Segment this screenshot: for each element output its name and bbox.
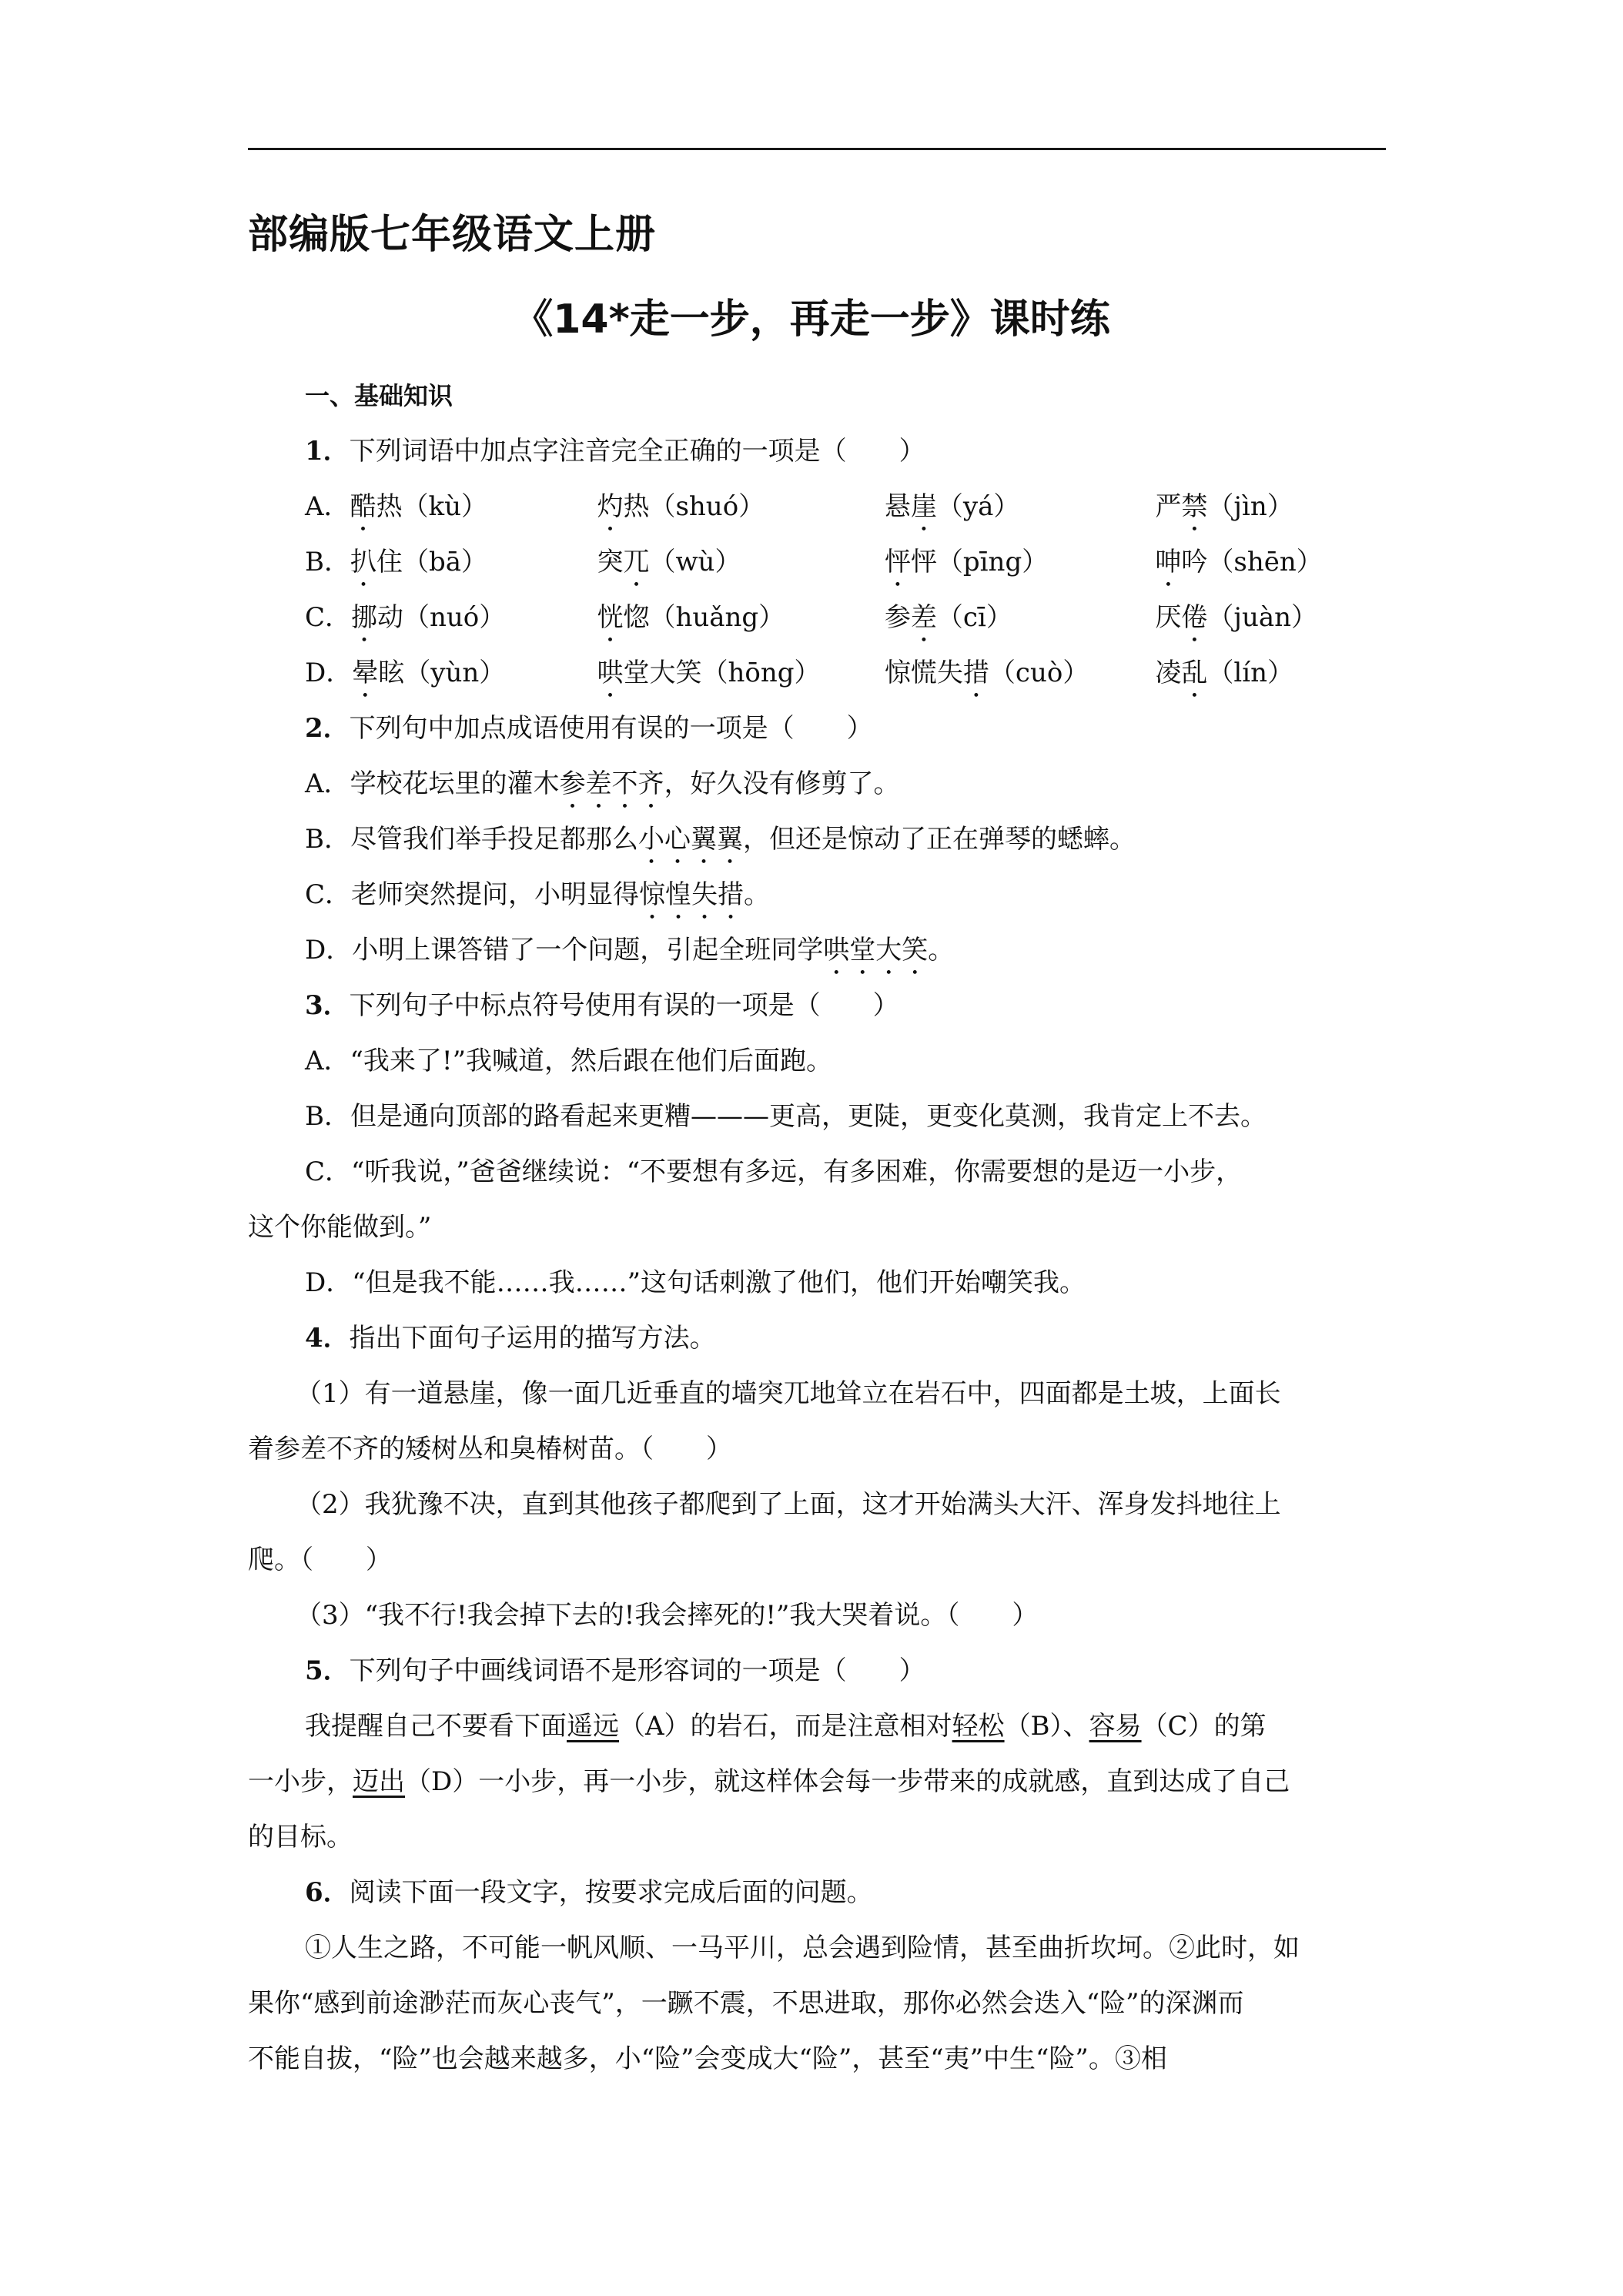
option-cell: 参差（cī） — [884, 602, 1012, 633]
underlined-word: 轻松 — [952, 1711, 1005, 1742]
q3-option-b: B．但是通向顶部的路看起来更糟———更高，更陡，更变化莫测，我肯定上不去。 — [305, 1101, 1267, 1132]
q2-option-a: A．学校花坛里的灌木参差不齐，好久没有修剪了。 — [305, 768, 900, 799]
q3-option-d: D．“但是我不能……我……”这句话刺激了他们，他们开始嘲笑我。 — [305, 1267, 1086, 1298]
option-cell: 灼热（shuó） — [597, 491, 765, 522]
question-number: 1． — [305, 436, 350, 467]
question-number: 2． — [305, 713, 350, 744]
dotted-char: 哄 — [597, 658, 624, 688]
question-5 — [248, 1643, 1386, 1699]
dotted-char: 乱 — [1181, 658, 1208, 688]
q2-option-c: C．老师突然提问，小明显得惊惶失措。 — [305, 879, 771, 910]
q1-option-d — [248, 645, 1386, 701]
dotted-idiom: 惊惶失措 — [639, 879, 745, 910]
option-cell: 怦怦（pīng） — [884, 547, 1049, 577]
dotted-char: 呻 — [1155, 547, 1182, 577]
underlined-word: 遥远 — [567, 1711, 619, 1742]
option-cell: 严禁（jìn） — [1155, 491, 1293, 522]
q6-passage-line-2: 果你“感到前途渺茫而灰心丧气”，一蹶不震，不思进取，那你必然会迭入“险”的深渊而 — [248, 1988, 1244, 2019]
q4-sentence-1-continued: 着参差不齐的矮树丛和臭椿树苗。（ ） — [248, 1434, 732, 1464]
dotted-idiom: 参差不齐 — [559, 768, 664, 799]
q5-passage-line-2: 一小步，迈出（D）一小步，再一小步，就这样体会每一步带来的成就感，直到达成了自己 — [248, 1766, 1290, 1797]
question-stem: 下列句子中标点符号使用有误的一项是（ ） — [349, 990, 899, 1021]
option-cell: 哄堂大笑（hōng） — [597, 658, 821, 688]
option-cell: D．晕眩（yùn） — [305, 658, 506, 688]
header-rule — [248, 148, 1386, 150]
q6-passage-line-1: ①人生之路，不可能一帆风顺、一马平川，总会遇到险情，甚至曲折坎坷。②此时，如 — [305, 1933, 1300, 1963]
question-stem: 下列句子中画线词语不是形容词的一项是（ ） — [349, 1655, 925, 1686]
q5-passage-line-1: 我提醒自己不要看下面遥远（A）的岩石，而是注意相对轻松（B）、容易（C）的第 — [305, 1711, 1267, 1742]
question-3 — [248, 978, 1386, 1033]
question-stem: 下列词语中加点字注音完全正确的一项是（ ） — [349, 436, 925, 467]
dotted-char: 兀 — [623, 547, 650, 577]
option-cell: B．扒住（bā） — [305, 547, 488, 577]
lesson-title: 《14*走一步，再走一步》课时练 — [513, 296, 1110, 343]
question-stem: 下列句中加点成语使用有误的一项是（ ） — [349, 713, 873, 744]
worksheet-body — [248, 368, 1386, 2087]
question-stem: 指出下面句子运用的描写方法。 — [349, 1323, 716, 1354]
dotted-char: 酷 — [350, 491, 376, 522]
q2-option-d: D．小明上课答错了一个问题，引起全班同学哄堂大笑。 — [305, 935, 955, 966]
q4-sentence-2: （2）我犹豫不决，直到其他孩子都爬到了上面，这才开始满头大汗、浑身发抖地往上 — [296, 1489, 1281, 1520]
option-cell: A．酷热（kù） — [305, 491, 488, 522]
dotted-char: 禁 — [1181, 491, 1208, 522]
question-stem: 阅读下面一段文字，按要求完成后面的问题。 — [349, 1877, 873, 1908]
q1-option-a — [248, 479, 1386, 534]
question-number: 4． — [305, 1323, 350, 1354]
q6-passage-line-3: 不能自拔，“险”也会越来越多，小“险”会变成大“险”，甚至“夷”中生“险”。③相 — [248, 2043, 1167, 2074]
question-2 — [248, 701, 1386, 756]
dotted-char: 怦 — [884, 547, 911, 577]
option-cell: 突兀（wù） — [597, 547, 741, 577]
dotted-char: 晕 — [352, 658, 379, 688]
question-4 — [248, 1310, 1386, 1366]
dotted-char: 恍 — [597, 602, 624, 633]
q3-option-c: C．“听我说，”爸爸继续说：“不要想有多远，有多困难，你需要想的是迈一小步， — [305, 1156, 1243, 1187]
q4-sentence-2-continued: 爬。（ ） — [248, 1545, 392, 1575]
dotted-char: 灼 — [597, 491, 624, 522]
question-6 — [248, 1865, 1386, 1920]
q2-option-b: B．尽管我们举手投足都那么小心翼翼，但还是惊动了正在弹琴的蟋蟀。 — [305, 824, 1136, 855]
option-cell: 惊慌失措（cuò） — [884, 658, 1089, 688]
q4-sentence-1: （1）有一道悬崖，像一面几近垂直的墙突兀地耸立在岩石中，四面都是土坡，上面长 — [296, 1378, 1281, 1409]
section-heading: 一、基础知识 — [305, 381, 453, 410]
q1-option-b — [248, 534, 1386, 590]
underlined-word: 容易 — [1089, 1711, 1142, 1742]
option-cell: 恍惚（huǎng） — [597, 602, 785, 633]
q3-option-a: A．“我来了!”我喊道，然后跟在他们后面跑。 — [305, 1046, 832, 1076]
option-cell: 悬崖（yá） — [884, 491, 1020, 522]
question-1 — [248, 423, 1386, 479]
doc-title: 部编版七年级语文上册 — [248, 212, 657, 258]
option-cell: 呻吟（shēn） — [1155, 547, 1323, 577]
dotted-char: 扒 — [350, 547, 376, 577]
dotted-char: 倦 — [1181, 602, 1208, 633]
option-cell: C．挪动（nuó） — [305, 602, 506, 633]
dotted-idiom: 哄堂大笑 — [823, 935, 929, 966]
option-cell: 凌乱（lín） — [1155, 658, 1294, 688]
dotted-char: 措 — [962, 658, 989, 688]
q5-passage-line-3: 的目标。 — [248, 1822, 353, 1853]
question-number: 5． — [305, 1655, 350, 1686]
q3-option-c-continued: 这个你能做到。” — [248, 1212, 432, 1243]
q4-sentence-3: （3）“我不行!我会掉下去的!我会摔死的!”我大哭着说。（ ） — [296, 1600, 1039, 1631]
underlined-word: 迈出 — [353, 1766, 405, 1797]
q1-option-c — [248, 590, 1386, 645]
dotted-idiom: 小心翼翼 — [638, 824, 743, 855]
option-cell: 厌倦（juàn） — [1155, 602, 1318, 633]
question-number: 3． — [305, 990, 350, 1021]
question-number: 6． — [305, 1877, 350, 1908]
dotted-char: 崖 — [910, 491, 937, 522]
dotted-char: 差 — [910, 602, 937, 633]
dotted-char: 挪 — [351, 602, 378, 633]
